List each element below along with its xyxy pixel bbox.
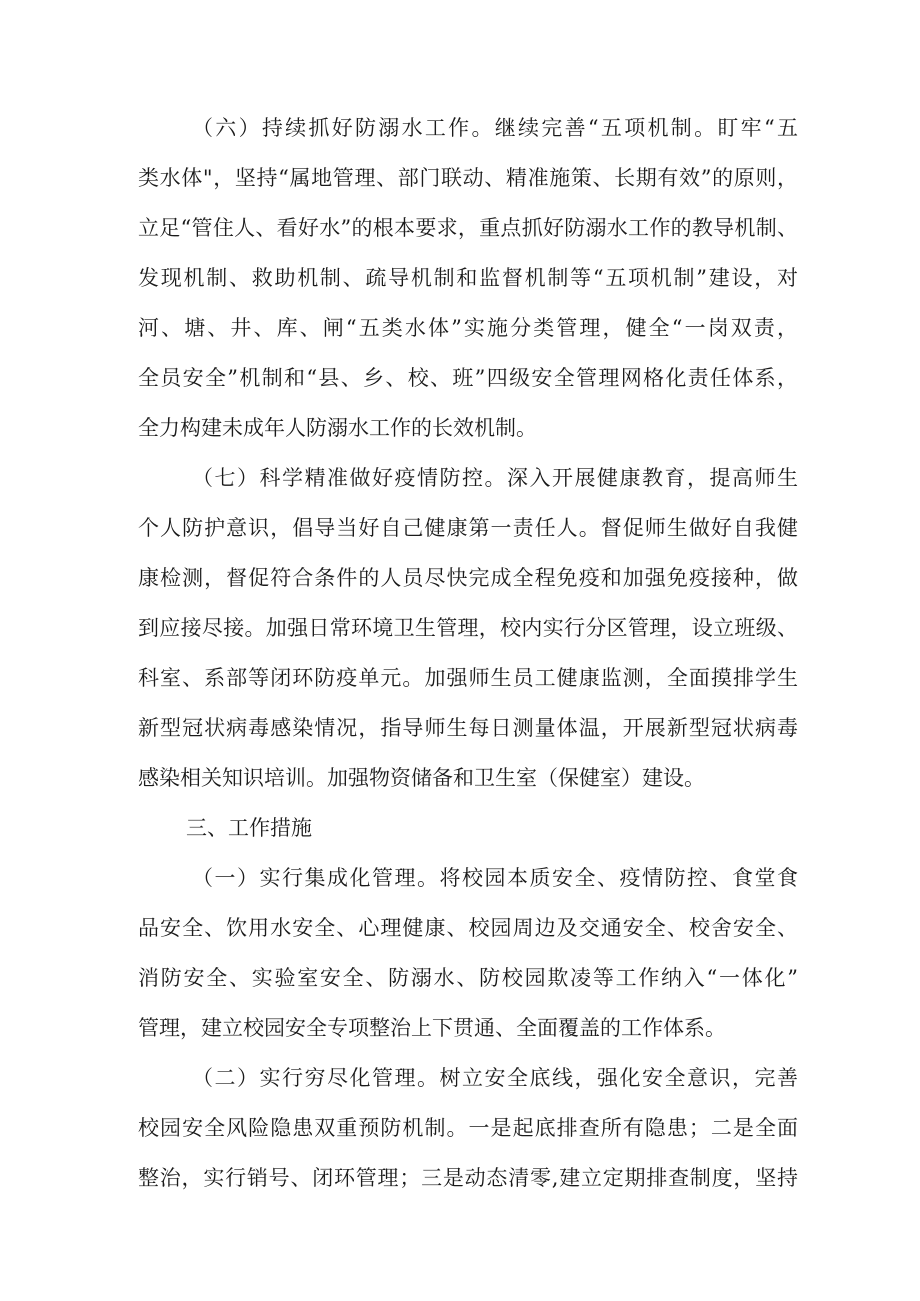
text-line: 到应接尽接。加强日常环境卫生管理，校内实行分区管理，设立班级、: [138, 616, 798, 640]
text-line: （二）实行穷尽化管理。树立安全底线，强化安全意识，完善: [192, 1066, 798, 1090]
text-line: 河、塘、井、库、闸“五类水体”实施分类管理，健全“一岗双责，: [138, 316, 798, 340]
text-line: 全员安全”机制和“县、乡、校、班”四级安全管理网格化责任体系，: [138, 366, 798, 390]
text-line: 个人防护意识，倡导当好自己健康第一责任人。督促师生做好自我健: [138, 516, 798, 540]
text-line: （七）科学精准做好疫情防控。深入开展健康教育，提高师生: [192, 466, 798, 490]
text-line: 新型冠状病毒感染情况，指导师生每日测量体温，开展新型冠状病毒: [138, 716, 798, 740]
text-line: 科室、系部等闭环防疫单元。加强师生员工健康监测，全面摸排学生: [138, 666, 798, 690]
text-line: 消防安全、实验室安全、防溺水、防校园欺凌等工作纳入“一体化”: [138, 966, 798, 990]
text-line: （六）持续抓好防溺水工作。继续完善“五项机制。盯牢“五: [192, 116, 798, 140]
text-line: 管理，建立校园安全专项整治上下贯通、全面覆盖的工作体系。: [138, 1016, 726, 1040]
section-heading: 三、工作措施: [186, 816, 312, 840]
text-line: 感染相关知识培训。加强物资储备和卫生室（保健室）建设。: [138, 766, 705, 790]
text-line: 立足“管住人、看好水”的根本要求，重点抓好防溺水工作的教导机制、: [138, 216, 798, 240]
text-line: 校园安全风险隐患双重预防机制。一是起底排查所有隐患；二是全面: [138, 1116, 798, 1140]
text-line: 康检测，督促符合条件的人员尽快完成全程免疫和加强免疫接种，做: [138, 566, 798, 590]
text-line: 发现机制、救助机制、疏导机制和监督机制等“五项机制”建设，对: [138, 266, 798, 290]
text-line: 类水体"，坚持“属地管理、部门联动、精准施策、长期有效”的原则，: [138, 166, 798, 190]
text-line: 品安全、饮用水安全、心理健康、校园周边及交通安全、校舍安全、: [138, 916, 798, 940]
text-line: （一）实行集成化管理。将校园本质安全、疫情防控、食堂食: [192, 866, 798, 890]
text-line: 整治，实行销号、闭环管理；三是动态清零,建立定期排查制度，坚持: [138, 1166, 798, 1190]
text-line: 全力构建未成年人防溺水工作的长效机制。: [138, 416, 537, 440]
